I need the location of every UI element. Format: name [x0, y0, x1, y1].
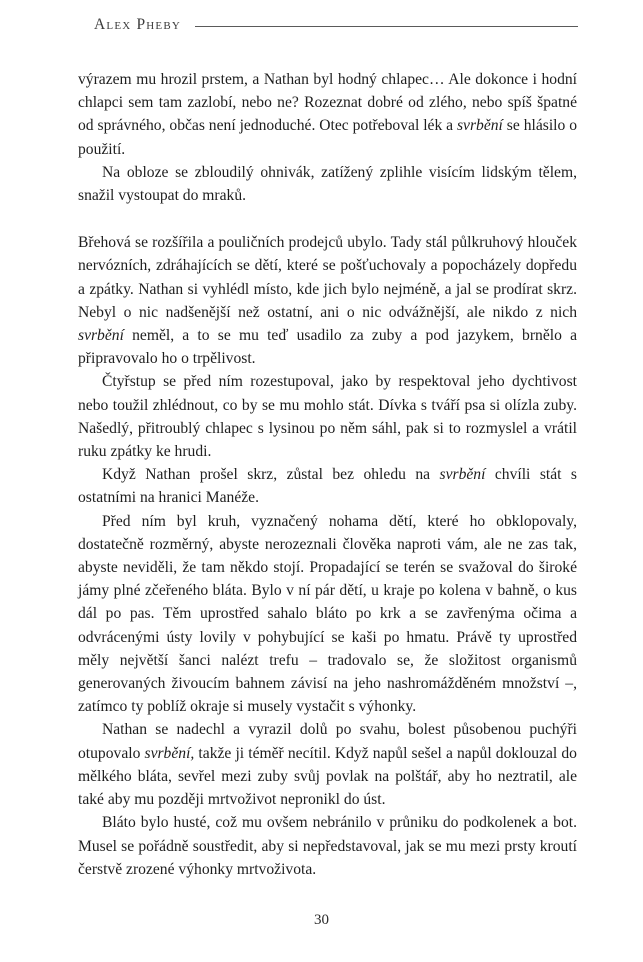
text-run: se hlásilo o použití. [78, 117, 577, 158]
text-run: Čtyřstup se před ním rozestupoval, jako by respektoval jeho dychtivost nebo toužil zhlédnout, co by se mu mohlo stát. Dívka s tváří psa si olízla zuby. Našedlý, přitroublý chlapec s lysinou po něm sáhl, pak si to rozmyslel a vrátil ruku zpátky ke hrudi. [78, 373, 577, 461]
text-run: Nathan se nadechl a vyrazil dolů po svahu, bolest působenou puchýři otupovalo [78, 721, 577, 762]
section-break [78, 207, 577, 231]
text-run: chvíli stát s ostatními na hranici Manéže. [78, 466, 577, 507]
text-run: Bláto bylo husté, což mu ovšem nebránilo v průniku do podkolenek a bot. Musel se pořádně soustředit, aby si nepředstavoval, jak se mu mezi prsty kroutí čerstvě zrozené výhonky mrtvoživota. [78, 814, 577, 878]
paragraph [78, 161, 577, 207]
paragraph [78, 68, 577, 161]
body-text [78, 68, 577, 881]
italic-term: svrbění [456, 117, 503, 135]
author-name: Alex Pheby [94, 16, 182, 33]
text-run: Na obloze se zbloudilý ohnivák, zatížený zplihle visícím lidským tělem, snažil vystoupat do mraků. [78, 163, 577, 205]
text-run: Břehová se rozšířila a pouličních prodejců ubylo. Tady stál půlkruhový hlouček nervózních, zdráhajících se dětí, které se pošťuchovaly a popocházely dopředu a zpátky. Nathan si vyhlédl místo, kde jich bylo nejméně, a jal se prodírat skrz. Nebyl o nic nadšenější než ostatní, ani o nic odvážnější, ale nikdo z nich [78, 234, 577, 321]
paragraph [78, 231, 577, 370]
italic-term: svrbění, [144, 744, 195, 762]
italic-term: svrbění [78, 327, 124, 345]
text-run: Když Nathan prošel skrz, zůstal bez ohledu na [102, 466, 440, 484]
paragraph [78, 463, 577, 509]
paragraph [78, 718, 577, 811]
page-number: 30 [314, 912, 329, 928]
italic-term: svrbění [439, 466, 486, 484]
running-head [94, 14, 578, 36]
paragraph [78, 370, 577, 463]
header-rule [195, 26, 578, 27]
text-run: neměl, a to se mu teď usadilo za zuby a pod jazykem, brnělo a připravovalo ho o trpělivost. [78, 327, 577, 368]
text-run: výrazem mu hrozil prstem, a Nathan byl hodný chlapec… Ale dokonce i hodní chlapci sem tam zazlobí, nebo ne? Rozeznat dobré od zlého, nebo spíš špatné od správného, občas není jednoduché. Otec potřeboval lék a [78, 71, 577, 135]
paragraph [78, 510, 577, 719]
text-run: Před ním byl kruh, vyznačený nohama dětí, které ho obklopovaly, dostatečně rozměrný, abyste nerozeznali člověka naproti vám, ale ne zas tak, abyste neviděli, že tam někdo stojí. Propadající se terén se svažoval do široké jámy plné zčeřeného bláta. Bylo v ní pár dětí, u kraje po kolena v bahně, o kus dál po pas. Těm uprostřed sahalo bláto po krk a se zavřenýma očima a odvrácenými ústy lovily v pohybující se kaši po hmatu. Právě ty uprostřed měly největší šanci nalézt trefu – tradovalo se, že složitost organismů generovaných živoucím bahnem závisí na jeho nashromážděném množství –, zatímco ty poblíž okraje si musely vystačit s výhonky. [78, 512, 577, 716]
paragraph [78, 811, 577, 881]
text-run: takže ji téměř necítil. Když napůl sešel a napůl doklouzal do mělkého bláta, sevřel mezi zuby svůj povlak na polštář, aby ho neztratil, ale také aby mu později mrtvoživot nepronikl do úst. [78, 744, 577, 809]
